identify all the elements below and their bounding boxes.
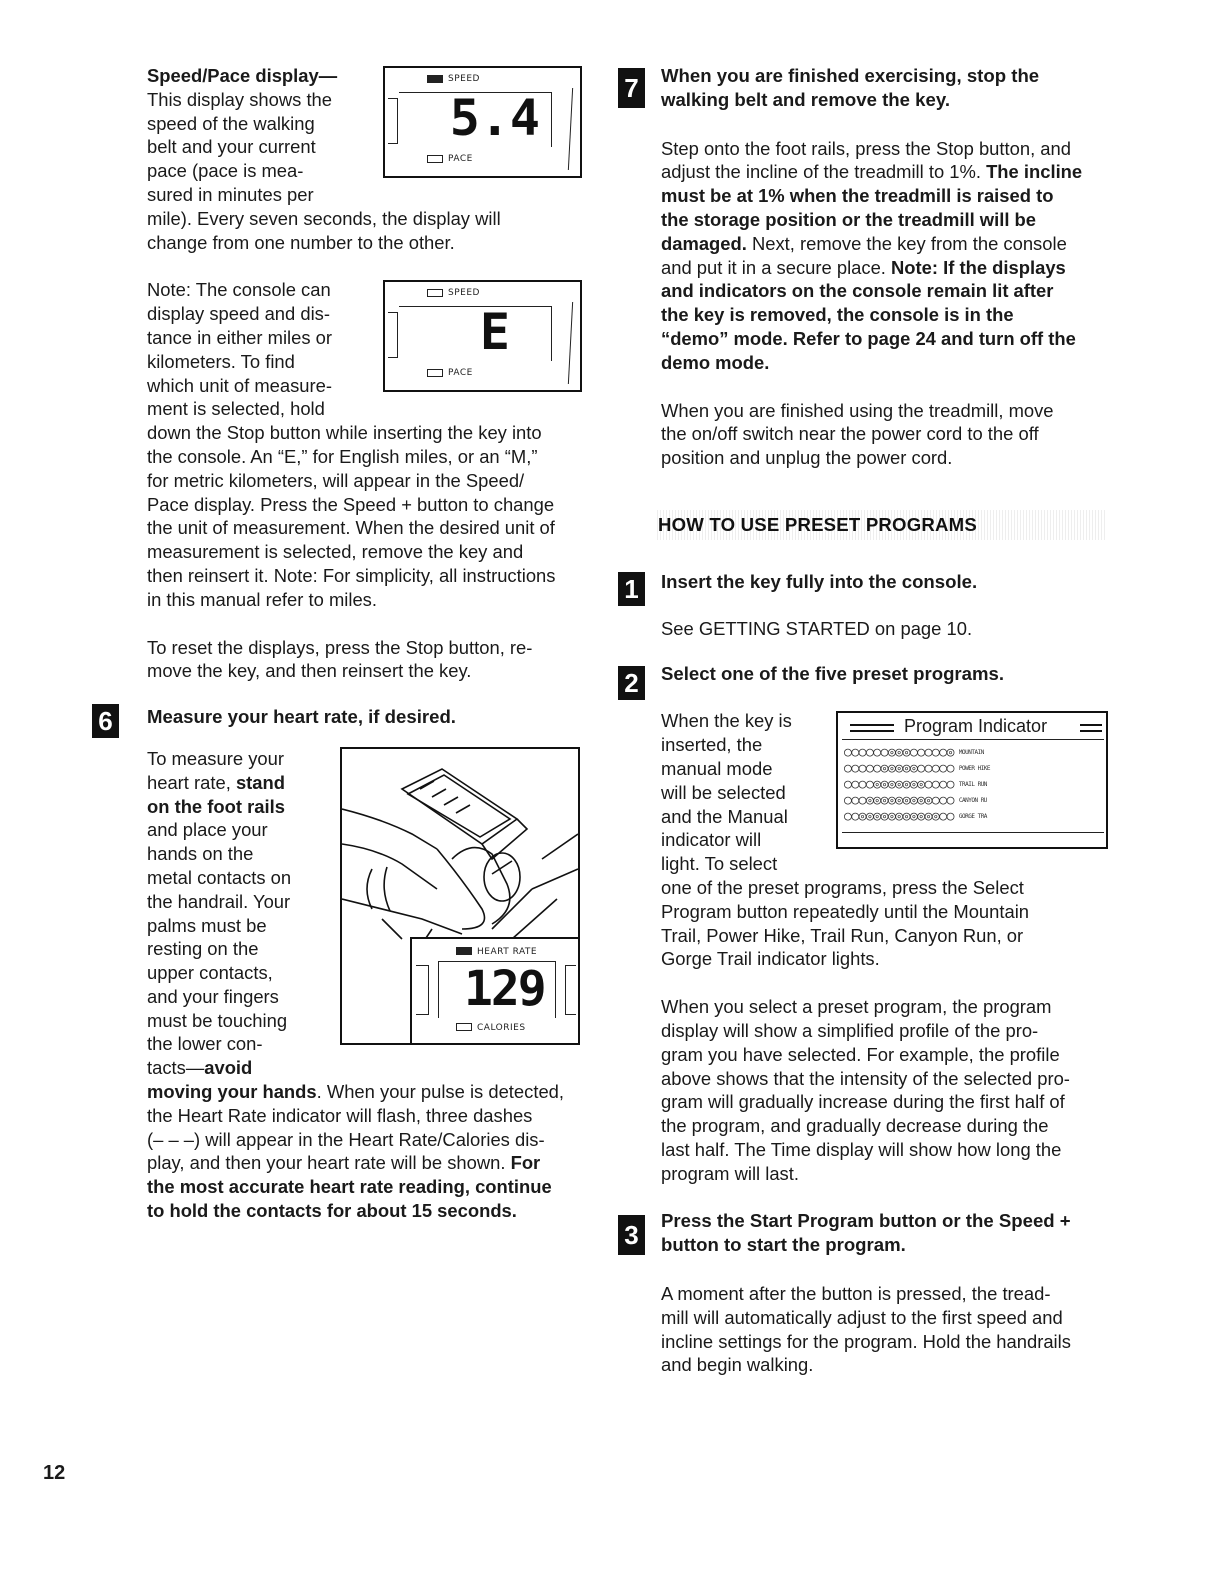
step-heading: Insert the key fully into the console.	[661, 570, 978, 592]
led-icon	[427, 75, 443, 83]
right-column	[624, 64, 1108, 1377]
step-heading: Press the Start Program button or the Speed + button to start the program.	[661, 1210, 1071, 1256]
units-display	[383, 280, 582, 392]
step-1	[624, 570, 1108, 641]
step-heading: Measure your heart rate, if desired.	[147, 706, 456, 728]
led-icon	[427, 369, 443, 377]
step-heading: Select one of the five preset programs.	[661, 662, 1005, 684]
step-7-power-off: When you are finished using the treadmill, move the on/off switch near the power cord to the off position and unplug the power cord.	[661, 399, 1054, 469]
step-number-badge: 3	[618, 1215, 645, 1255]
speed-pace-section	[147, 64, 592, 254]
display-top-label: SPEED	[448, 74, 480, 84]
display-digits: 5.4	[449, 89, 540, 147]
step-2-profile-text: When you select a preset program, the program display will show a simplified profile of the pro- gram you have selected. For example, the profile above shows that the intensity of the selected pro- gram will gradually increase during the first half of the program, and gradually decrease during the last half. The Time display will show how long the program will last.	[661, 996, 1070, 1184]
program-row: ○○○○○◎◎◎◎◎○○○○○ POWER HIKE	[844, 761, 991, 777]
step-2-text: When the key is inserted, the manual mode will be selected and the Manual indicator will light. To select one of the preset programs, press the Select Program button repeatedly until the Mountain Trail, Power Hike, Trail Run, Canyon Run, or Gorge Trail indicator lights.	[661, 710, 1030, 970]
step-1-text: See GETTING STARTED on page 10.	[661, 617, 973, 639]
step-number-badge: 2	[618, 666, 645, 700]
units-note-section	[147, 278, 592, 611]
left-column	[98, 64, 592, 1223]
units-note-text: Note: The console can display speed and dis- tance in either miles or kilometers. To find which unit of measure- ment is selected, hold down the Stop button while inserting the key into the console. An “E,” for English miles, or an “M,” for metric kilometers, will appear in the Speed/ Pace display. Press the Speed + button to change the unit of measurement. When the desired unit of measurement is selected, remove the key and then reinsert it. Note: For simplicity, all instructions in this manual refer to miles.	[147, 279, 556, 610]
program-row: ○○○○○○◎◎◎○○○○○◎ MOUNTAIN	[844, 745, 984, 761]
led-icon	[427, 289, 443, 297]
speed-pace-display	[383, 66, 582, 178]
step-3	[624, 1209, 1108, 1377]
led-icon	[427, 155, 443, 163]
reset-text: To reset the displays, press the Stop button, re- move the key, and then reinsert the key.	[147, 636, 533, 682]
display-digits: 129	[464, 960, 545, 1017]
section-title: HOW TO USE PRESET PROGRAMS	[655, 510, 1107, 540]
led-icon	[456, 1023, 472, 1031]
program-indicator-panel	[836, 711, 1108, 849]
step-number-badge: 1	[618, 572, 645, 606]
led-icon	[456, 947, 472, 955]
page-number: 12	[43, 1462, 66, 1484]
speed-pace-heading: Speed/Pace display—	[147, 65, 338, 86]
display-bottom-label: CALORIES	[477, 1022, 526, 1033]
step-number-badge: 6	[92, 704, 119, 738]
heart-rate-text: To measure your heart rate, stand on the foot rails and place your hands on the metal contacts on the handrail. Your palms must be resting on the upper contacts, and your fingers must be touching the lower con- tacts—avoid moving your hands. When your pulse is detected, the Heart Rate indicator will flash, three dashes (– – –) will appear in the Heart Rate/Calories dis- play, and then your heart rate will be shown. For the most accurate heart rate reading, continue to hold the contacts for about 15 seconds.	[147, 747, 565, 1222]
program-indicator-title: Program Indicator	[904, 716, 1048, 737]
step-2	[624, 662, 1108, 1186]
step-7-instructions: Step onto the foot rails, press the Stop button, and adjust the incline of the treadmill to 1%. The incline must be at 1% when the treadmill is raised to the storage position or the treadmill will be damaged. Next, remove the key from the console and put it in a secure place. Note: If the displays and indicators on the console remain lit after the key is removed, the console is in the “demo” mode. Refer to page 24 and turn off the demo mode.	[661, 137, 1083, 373]
heart-rate-illustration	[340, 747, 580, 1045]
program-row: ○○○○◎◎◎◎◎◎◎○○○○ TRAIL RUN	[844, 777, 987, 793]
display-bottom-label: PACE	[448, 368, 473, 379]
step-number-badge: 7	[618, 68, 645, 108]
program-row: ○○◎◎◎◎◎◎◎◎◎◎◎○○ GORGE TRA	[844, 809, 987, 825]
program-row: ○○○◎◎◎◎◎◎◎◎◎○○○ CANYON RU	[844, 793, 987, 809]
display-top-label: SPEED	[448, 288, 480, 299]
display-digits: E	[479, 303, 510, 362]
step-heading: When you are finished exercising, stop the walking belt and remove the key.	[661, 65, 1040, 110]
preset-programs-heading	[655, 510, 1107, 540]
display-bottom-label: PACE	[448, 154, 473, 164]
step-3-text: A moment after the button is pressed, the tread- mill will automatically adjust to the first speed and incline settings for the program. Hold the handrails and begin walking.	[661, 1283, 1071, 1376]
step-7	[624, 64, 1108, 470]
display-top-label: HEART RATE	[477, 946, 538, 957]
speed-pace-text: This display shows the speed of the walking belt and your current pace (pace is mea- sured in minutes per mile). Every seven seconds, the display will change from one number to the other.	[147, 88, 501, 253]
step-6	[98, 705, 592, 1223]
